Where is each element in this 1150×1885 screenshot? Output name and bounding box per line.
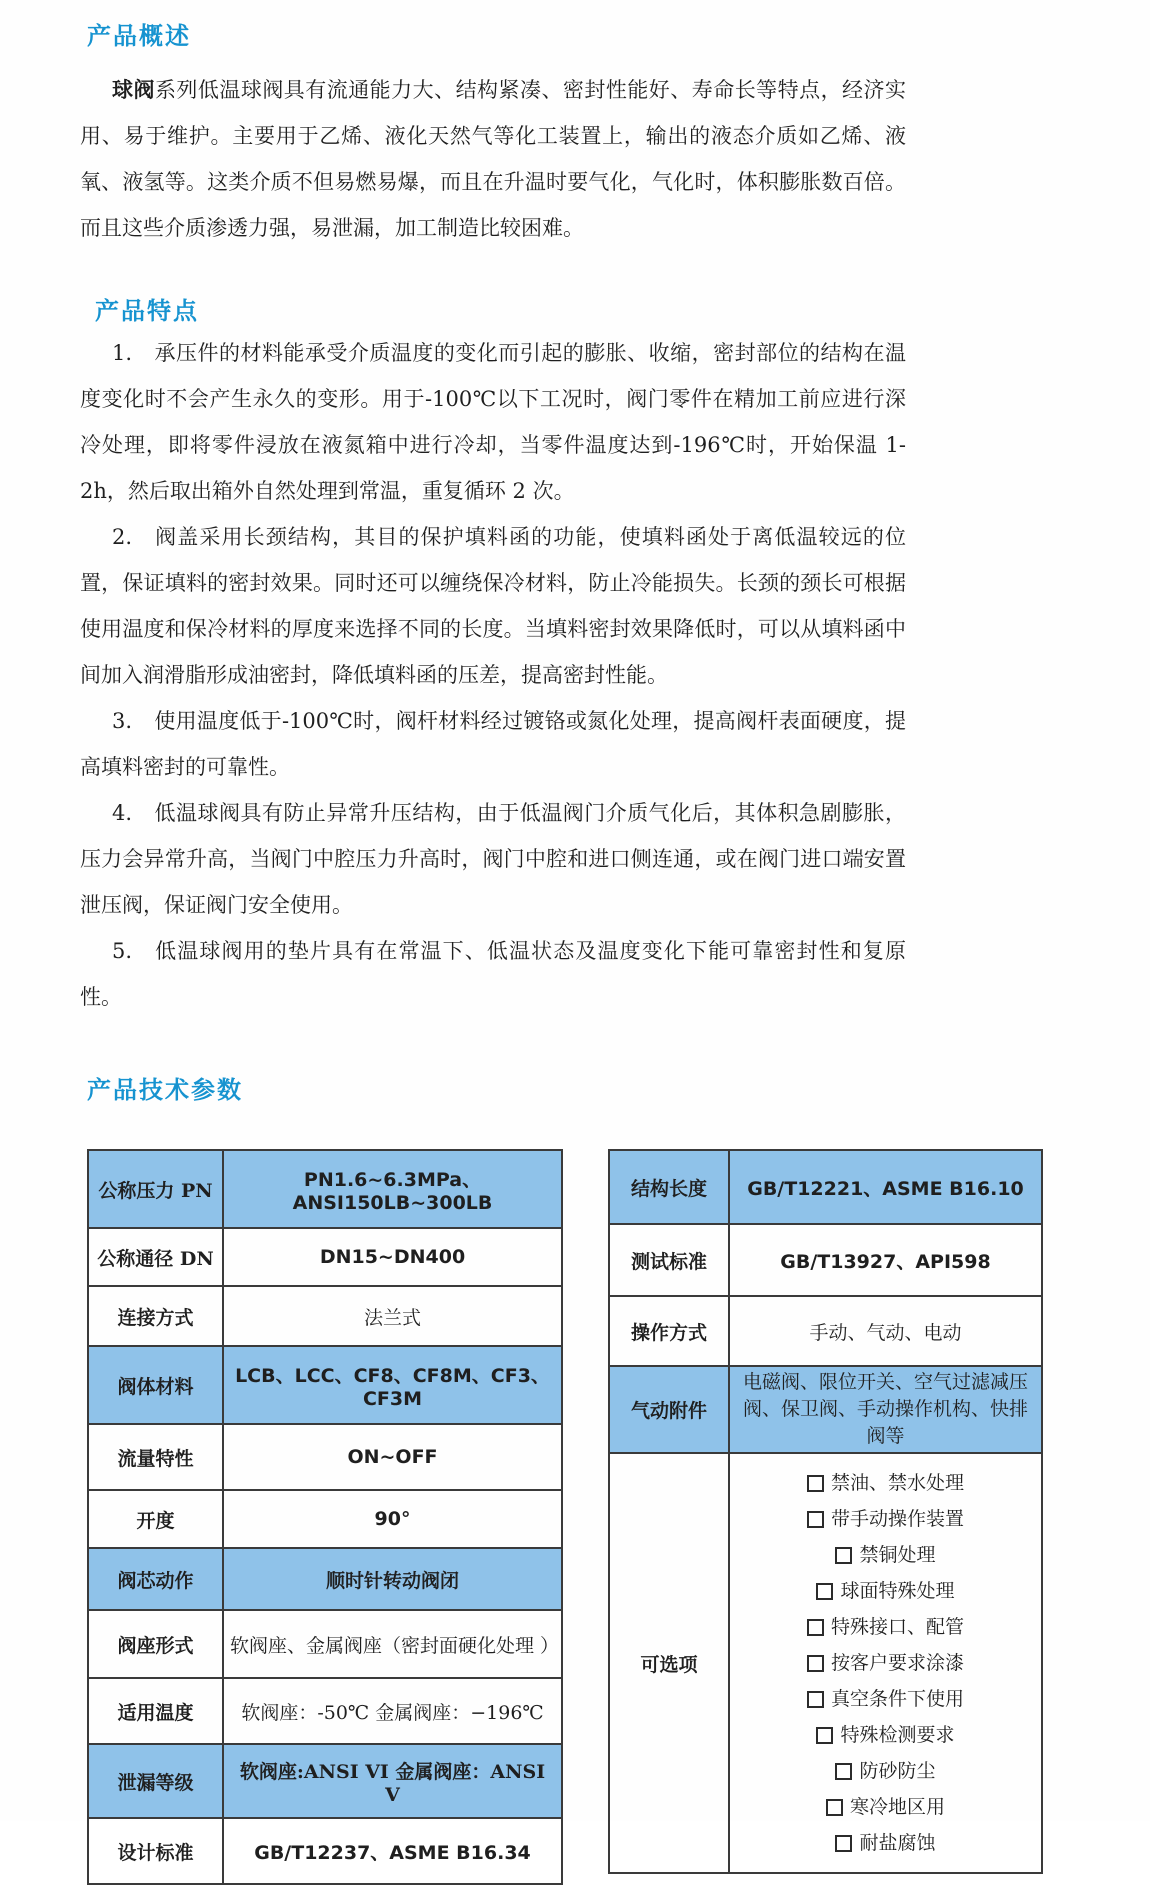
- spec-value: LCB、LCC、CF8、CF8M、CF3、CF3M: [223, 1346, 562, 1424]
- option-item: [736, 1789, 1035, 1825]
- features-list: [0, 330, 1150, 1020]
- overview-lead-text: 球阀: [112, 77, 155, 102]
- spec-label: 阀座形式: [88, 1610, 223, 1678]
- features-section-title: 产品特点: [95, 298, 199, 325]
- spec-value: GB/T13927、API598: [729, 1224, 1042, 1296]
- spec-value: DN15~DN400: [223, 1228, 562, 1286]
- feature-number: 5.: [112, 939, 133, 963]
- spec-label: 测试标准: [609, 1224, 729, 1296]
- feature-number: 3.: [112, 709, 133, 733]
- spec-label: 流量特性: [88, 1424, 223, 1490]
- option-label: 真空条件下使用: [830, 1688, 964, 1710]
- feature-item: [80, 698, 906, 790]
- spec-label: 可选项: [609, 1453, 729, 1873]
- checkbox-icon: [816, 1727, 833, 1744]
- checkbox-icon: [807, 1619, 824, 1636]
- option-item: [736, 1609, 1035, 1645]
- feature-item: [80, 514, 906, 698]
- option-label: 防砂防尘: [859, 1760, 936, 1782]
- option-label: 带手动操作装置: [830, 1508, 964, 1530]
- option-label: 禁油、禁水处理: [830, 1472, 964, 1494]
- spec-label: 公称通径 DN: [88, 1228, 223, 1286]
- feature-text: 低温球阀用的垫片具有在常温下、低温状态及温度变化下能可靠密封性和复原性。: [80, 939, 906, 1009]
- option-item: [736, 1573, 1035, 1609]
- specs-table-right: [608, 1149, 1043, 1874]
- option-label: 特殊接口、配管: [830, 1616, 964, 1638]
- spec-value: GB/T12237、ASME B16.34: [223, 1818, 562, 1884]
- option-item: [736, 1465, 1035, 1501]
- spec-value: GB/T12221、ASME B16.10: [729, 1150, 1042, 1224]
- spec-value: 手动、气动、电动: [729, 1296, 1042, 1366]
- option-item: [736, 1501, 1035, 1537]
- spec-value: 法兰式: [223, 1286, 562, 1346]
- spec-label: 气动附件: [609, 1366, 729, 1453]
- spec-value: PN1.6~6.3MPa、ANSI150LB~300LB: [223, 1150, 562, 1228]
- checkbox-icon: [816, 1583, 833, 1600]
- option-item: [736, 1825, 1035, 1861]
- table-row: [88, 1150, 562, 1228]
- option-label: 禁铜处理: [859, 1544, 936, 1566]
- feature-number: 1.: [112, 341, 133, 365]
- table-row: [609, 1366, 1042, 1453]
- specs-tables: [87, 1149, 1150, 1885]
- table-row: [609, 1224, 1042, 1296]
- checkbox-icon: [826, 1799, 843, 1816]
- spec-label: 阀体材料: [88, 1346, 223, 1424]
- feature-text: 使用温度低于-100℃时，阀杆材料经过镀铬或氮化处理，提高阀杆表面硬度，提高填料密封的可靠性。: [80, 709, 906, 779]
- feature-item: [80, 330, 906, 514]
- table-row: [88, 1424, 562, 1490]
- table-row: [609, 1150, 1042, 1224]
- spec-label: 阀芯动作: [88, 1548, 223, 1610]
- spec-label: 适用温度: [88, 1678, 223, 1744]
- table-row: [88, 1346, 562, 1424]
- feature-item: [80, 790, 906, 928]
- table-row: [88, 1548, 562, 1610]
- feature-text: 低温球阀具有防止异常升压结构，由于低温阀门介质气化后，其体积急剧膨胀，压力会异常升高，当阀门中腔压力升高时，阀门中腔和进口侧连通，或在阀门进口端安置泄压阀，保证阀门安全使用。: [80, 801, 906, 917]
- spec-label: 开度: [88, 1490, 223, 1548]
- option-label: 球面特殊处理: [840, 1580, 955, 1602]
- spec-value: 软阀座:ANSI VI 金属阀座：ANSI V: [223, 1744, 562, 1818]
- spec-label: 连接方式: [88, 1286, 223, 1346]
- table-row: [609, 1296, 1042, 1366]
- specs-table-left: [87, 1149, 563, 1885]
- spec-value: 软阀座：-50℃ 金属阀座：−196℃: [223, 1678, 562, 1744]
- feature-text: 承压件的材料能承受介质温度的变化而引起的膨胀、收缩，密封部位的结构在温度变化时不会产生永久的变形。用于-100℃以下工况时，阀门零件在精加工前应进行深冷处理，即将零件浸放在液氮箱中进行冷却，当零件温度达到-196℃时，开始保温 1-2h，然后取出箱外自然处理到常温，重复循环 2 次。: [80, 341, 906, 503]
- feature-item: [80, 928, 906, 1020]
- spec-label: 结构长度: [609, 1150, 729, 1224]
- checkbox-icon: [807, 1511, 824, 1528]
- option-label: 特殊检测要求: [840, 1724, 955, 1746]
- checkbox-icon: [807, 1475, 824, 1492]
- overview-paragraph: [80, 67, 906, 251]
- table-row: [88, 1818, 562, 1884]
- spec-label: 设计标准: [88, 1818, 223, 1884]
- option-item: [736, 1645, 1035, 1681]
- table-row: [88, 1744, 562, 1818]
- checkbox-icon: [835, 1835, 852, 1852]
- overview-body-text: 系列低温球阀具有流通能力大、结构紧凑、密封性能好、寿命长等特点，经济实用、易于维护。主要用于乙烯、液化天然气等化工装置上，输出的液态介质如乙烯、液氧、液氢等。这类介质不但易燃易爆，而且在升温时要气化，气化时，体积膨胀数百倍。而且这些介质渗透力强，易泄漏，加工制造比较困难。: [80, 78, 907, 240]
- checkbox-icon: [807, 1655, 824, 1672]
- option-item: [736, 1753, 1035, 1789]
- spec-label: 操作方式: [609, 1296, 729, 1366]
- feature-number: 2.: [112, 525, 133, 549]
- spec-label: 公称压力 PN: [88, 1150, 223, 1228]
- table-row: [88, 1678, 562, 1744]
- spec-value: 顺时针转动阀闭: [223, 1548, 562, 1610]
- checkbox-icon: [835, 1547, 852, 1564]
- table-row: [88, 1490, 562, 1548]
- feature-number: 4.: [112, 801, 133, 825]
- spec-label: 泄漏等级: [88, 1744, 223, 1818]
- spec-value: 软阀座、金属阀座（密封面硬化处理 ）: [223, 1610, 562, 1678]
- table-row: [88, 1286, 562, 1346]
- table-row: [609, 1453, 1042, 1873]
- specs-section-title: 产品技术参数: [87, 1077, 243, 1104]
- table-row: [88, 1610, 562, 1678]
- feature-text: 阀盖采用长颈结构，其目的保护填料函的功能，使填料函处于离低温较远的位置，保证填料的密封效果。同时还可以缠绕保冷材料，防止冷能损失。长颈的颈长可根据使用温度和保冷材料的厚度来选择不同的长度。当填料密封效果降低时，可以从填料函中间加入润滑脂形成油密封，降低填料函的压差，提高密封性能。: [80, 525, 906, 687]
- option-item: [736, 1681, 1035, 1717]
- checkbox-icon: [835, 1763, 852, 1780]
- table-row: [88, 1228, 562, 1286]
- spec-value: 电磁阀、限位开关、空气过滤减压阀、保卫阀、手动操作机构、快排阀等: [729, 1366, 1042, 1453]
- spec-value: ON~OFF: [223, 1424, 562, 1490]
- spec-value: 90°: [223, 1490, 562, 1548]
- option-label: 按客户要求涂漆: [830, 1652, 964, 1674]
- overview-section-title: 产品概述: [87, 23, 191, 50]
- option-item: [736, 1537, 1035, 1573]
- option-label: 寒冷地区用: [849, 1796, 945, 1818]
- option-item: [736, 1717, 1035, 1753]
- checkbox-icon: [807, 1691, 824, 1708]
- option-label: 耐盐腐蚀: [859, 1832, 936, 1854]
- options-list: [729, 1453, 1042, 1873]
